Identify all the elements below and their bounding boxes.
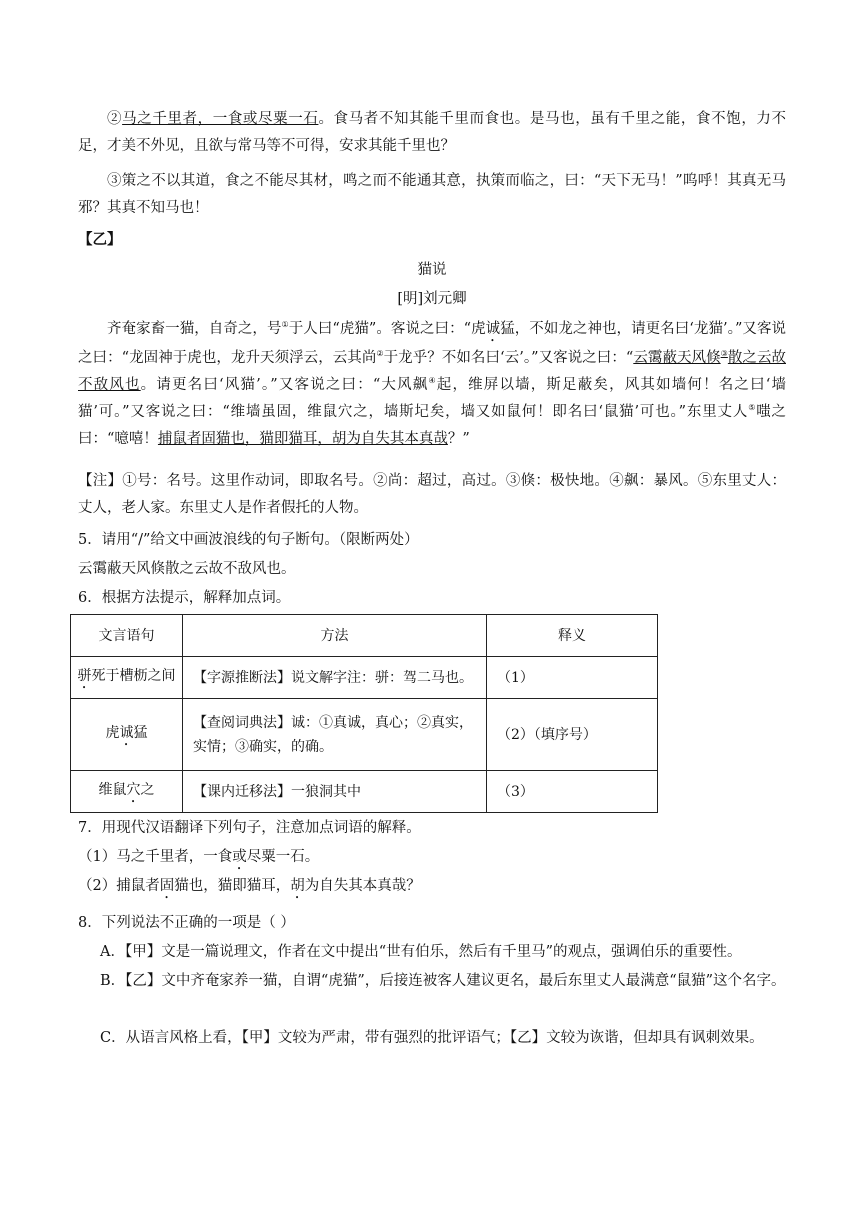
note-marker: ③ xyxy=(720,349,728,359)
q7-prompt: 7．用现代汉语翻译下列句子，注意加点词语的解释。 xyxy=(78,820,421,836)
yi-text-seg: 猛，不如龙之神也，请更名曰‘龙猫’。”又客说之曰：“龙固神于虎也，龙升天须浮云，云其尚 xyxy=(78,321,787,366)
wavy-sentence: 云霭蔽天风倏 xyxy=(633,350,721,366)
q7-seg: （1）马之千里者，一食 xyxy=(78,849,233,865)
yi-label: 【乙】 xyxy=(78,231,122,248)
dotted-word: 诚 xyxy=(119,724,134,741)
q7-sentence-2 xyxy=(78,873,786,902)
q5-prompt: 5．请用“/”给文中画波浪线的句子断句。（限断两处） xyxy=(78,532,419,548)
note-marker: ① xyxy=(281,320,289,330)
q7-seg: 尽粟一石。 xyxy=(246,849,320,865)
q7-seg: 为自失其本真哉？ xyxy=(304,878,421,894)
row-method: 【查阅词典法】诚：①真诚，真心；②真实，实情；③确实，的确。 xyxy=(183,699,487,771)
yi-text-seg: 。请更名曰‘风猫’。”又客说之曰：“大风飙 xyxy=(140,377,429,393)
row-method: 【课内迁移法】一狼洞其中 xyxy=(183,771,487,813)
q8-prompt: 8．下列说法不正确的一项是（ ） xyxy=(78,915,295,931)
phrase-post: 死于槽枥之间 xyxy=(91,667,176,684)
header-method: 方法 xyxy=(183,615,487,657)
dotted-word: 或 xyxy=(232,849,247,865)
row-answer: （2）（填序号） xyxy=(487,699,658,771)
dotted-word: 固 xyxy=(159,878,175,894)
jia-paragraph-2 xyxy=(78,106,786,160)
header-phrase: 文言语句 xyxy=(71,615,183,657)
wavy-sentence: 散之云故不敌风也 xyxy=(78,350,786,393)
para2-underlined-sentence: 马之千里者，一食或尽粟一石 xyxy=(122,111,319,127)
note-marker: ⑤ xyxy=(748,403,757,413)
row-phrase xyxy=(71,699,183,771)
underlined-sentence: 捕鼠者固猫也，猫即猫耳，胡为自失其本真哉 xyxy=(157,431,448,447)
table-row xyxy=(71,657,658,699)
annotation-note: 【注】①号：名号。这里作动词，即取名号。②尚：超过，高过。③倏：极快地。④飙：暴风。⑤东里丈人：丈人，老人家。东里丈人是作者假托的人物。 xyxy=(78,473,786,516)
row-method: 【字源推断法】说文解字注：骈：驾二马也。 xyxy=(183,657,487,699)
row-answer: （1） xyxy=(487,657,658,699)
yi-text-seg: ？” xyxy=(447,431,470,447)
header-meaning: 释义 xyxy=(487,615,658,657)
note-marker: ② xyxy=(376,349,384,359)
q8-option-c: C．从语言风格上看，【甲】文较为严肃，带有强烈的批评语气；【乙】文较为诙谐，但却具有讽刺效果。 xyxy=(100,1030,764,1046)
table-row xyxy=(71,771,658,813)
dotted-word: 诚 xyxy=(485,321,501,337)
yi-text-seg: 于人曰“虎猫”。客说之曰：“虎 xyxy=(288,321,486,337)
q7-sentence-1 xyxy=(78,844,786,873)
table-row xyxy=(71,699,658,771)
yi-text-seg: 嗤之曰：“噫嘻！ xyxy=(78,404,787,447)
q6-table xyxy=(70,614,658,813)
yi-text-seg: 于龙乎？不如名曰‘云’。”又客说之曰：“ xyxy=(383,350,634,366)
jia-paragraph-3: ③策之不以其道，食之不能尽其材，鸣之而不能通其意，执策而临之，曰：“天下无马！”呜呼！其真无马邪？其真不知马也！ xyxy=(78,173,786,216)
para2-number: ② xyxy=(107,111,123,127)
q5-sentence: 云霭蔽天风倏散之云故不敌风也。 xyxy=(78,561,296,577)
row-phrase xyxy=(71,771,183,813)
yi-text-seg: 起，维屏以墙，斯足蔽矣，风其如墙何！名之曰‘墙猫’可。”又客说之曰：“维墙虽固，维鼠穴之，墙斯圮矣，墙又如鼠何！即名曰‘鼠猫’可也。”东里丈人 xyxy=(78,377,787,420)
yi-author: [明]刘元卿 xyxy=(397,291,467,307)
note-marker: ④ xyxy=(428,376,437,386)
q8-option-a: A．【甲】文是一篇说理文，作者在文中提出“世有伯乐，然后有千里马”的观点，强调伯乐的重要性。 xyxy=(100,944,742,960)
q7-seg: （2）捕鼠者 xyxy=(78,878,160,894)
row-answer: （3） xyxy=(487,771,658,813)
row-phrase xyxy=(71,657,183,699)
yi-text-seg: 齐奄家畜一猫，自奇之，号 xyxy=(107,321,282,337)
yi-title: 猫说 xyxy=(417,262,447,278)
table-header-row xyxy=(71,615,658,657)
dotted-word: 穴 xyxy=(126,781,141,798)
q7-seg: 猫也，猫即猫耳， xyxy=(174,878,291,894)
phrase-post: 猛 xyxy=(133,724,148,741)
para2-rest: 。食马者不知其能千里而食也。是马也，虽有千里之能，食不饱，力不足，才美不外见，且欲与常马等不可得，安求其能千里也？ xyxy=(78,111,787,154)
dotted-word: 胡 xyxy=(290,878,305,894)
q6-prompt: 6．根据方法提示，解释加点词。 xyxy=(78,590,291,606)
phrase-pre: 虎 xyxy=(105,724,120,741)
yi-main-text xyxy=(78,316,786,453)
phrase-post: 之 xyxy=(140,781,155,798)
phrase-pre: 维鼠 xyxy=(98,781,127,798)
dotted-word: 骈 xyxy=(77,667,92,684)
q8-option-b: B．【乙】文中齐奄家养一猫，自谓“虎猫”，后接连被客人建议更名，最后东里丈人最满意“鼠猫”这个名字。 xyxy=(100,973,786,989)
